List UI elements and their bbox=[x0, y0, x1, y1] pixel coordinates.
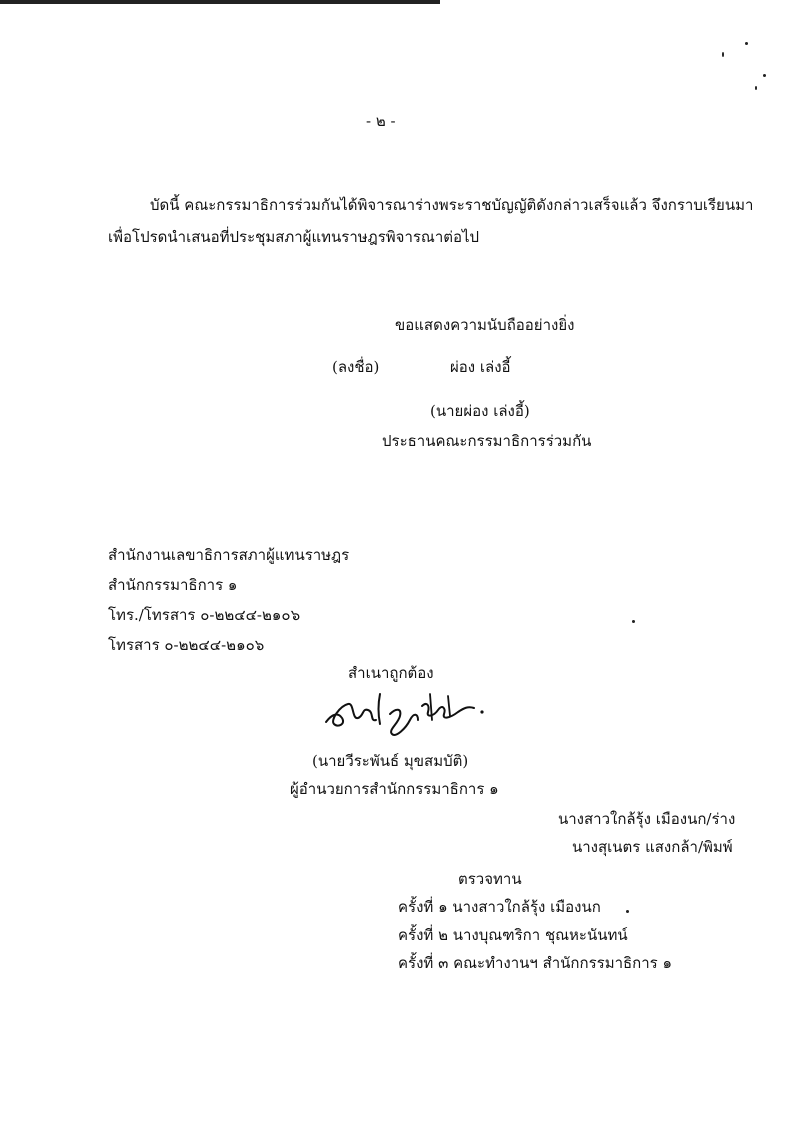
typist-credit: นางสุเนตร แสงกล้า/พิมพ์ bbox=[572, 838, 733, 856]
body-paragraph-line-1: บัดนี้ คณะกรรมาธิการร่วมกันได้พิจารณาร่างพระราชบัญญัติดังกล่าวเสร็จแล้ว จึงกราบเรียนมา bbox=[150, 196, 754, 214]
scan-speck bbox=[745, 42, 748, 45]
scan-speck bbox=[722, 52, 724, 57]
review-round-1: ครั้งที่ ๑ นางสาวใกล้รุ้ง เมืองนก bbox=[398, 898, 601, 916]
signer-printed-name: (นายผ่อง เล่งอี้) bbox=[430, 402, 530, 420]
office-fax: โทรสาร ๐-๒๒๔๔-๒๑๐๖ bbox=[108, 636, 265, 654]
signer-position: ประธานคณะกรรมาธิการร่วมกัน bbox=[382, 432, 592, 450]
sign-label: (ลงชื่อ) bbox=[332, 358, 380, 376]
signature-name: ผ่อง เล่งอี้ bbox=[450, 358, 511, 376]
handwritten-signature bbox=[318, 684, 488, 740]
office-line-1: สำนักงานเลขาธิการสภาผู้แทนราษฎร bbox=[108, 546, 350, 564]
review-round-2: ครั้งที่ ๒ นางบุณฑริกา ชุณหะนันทน์ bbox=[398, 926, 628, 944]
closing-regards: ขอแสดงความนับถืออย่างยิ่ง bbox=[395, 316, 575, 334]
scan-speck bbox=[632, 620, 635, 623]
top-border-rule bbox=[0, 0, 440, 4]
page-number: - ๒ - bbox=[366, 112, 396, 130]
certifier-name: (นายวีระพันธ์ มุขสมบัติ) bbox=[312, 752, 469, 770]
certified-copy-label: สำเนาถูกต้อง bbox=[348, 664, 434, 682]
certifier-title: ผู้อำนวยการสำนักกรรมาธิการ ๑ bbox=[290, 780, 499, 798]
scan-speck bbox=[626, 910, 629, 913]
scan-speck bbox=[755, 86, 757, 90]
review-round-3: ครั้งที่ ๓ คณะทำงานฯ สำนักกรรมาธิการ ๑ bbox=[398, 954, 673, 972]
office-phone-fax: โทร./โทรสาร ๐-๒๒๔๔-๒๑๐๖ bbox=[108, 606, 301, 624]
review-heading: ตรวจทาน bbox=[458, 870, 522, 888]
drafter-credit: นางสาวใกล้รุ้ง เมืองนก/ร่าง bbox=[558, 810, 736, 828]
scan-speck bbox=[763, 74, 766, 77]
body-paragraph-line-2: เพื่อโปรดนำเสนอที่ประชุมสภาผู้แทนราษฎรพิจารณาต่อไป bbox=[108, 228, 480, 246]
office-line-2: สำนักกรรมาธิการ ๑ bbox=[108, 576, 238, 594]
